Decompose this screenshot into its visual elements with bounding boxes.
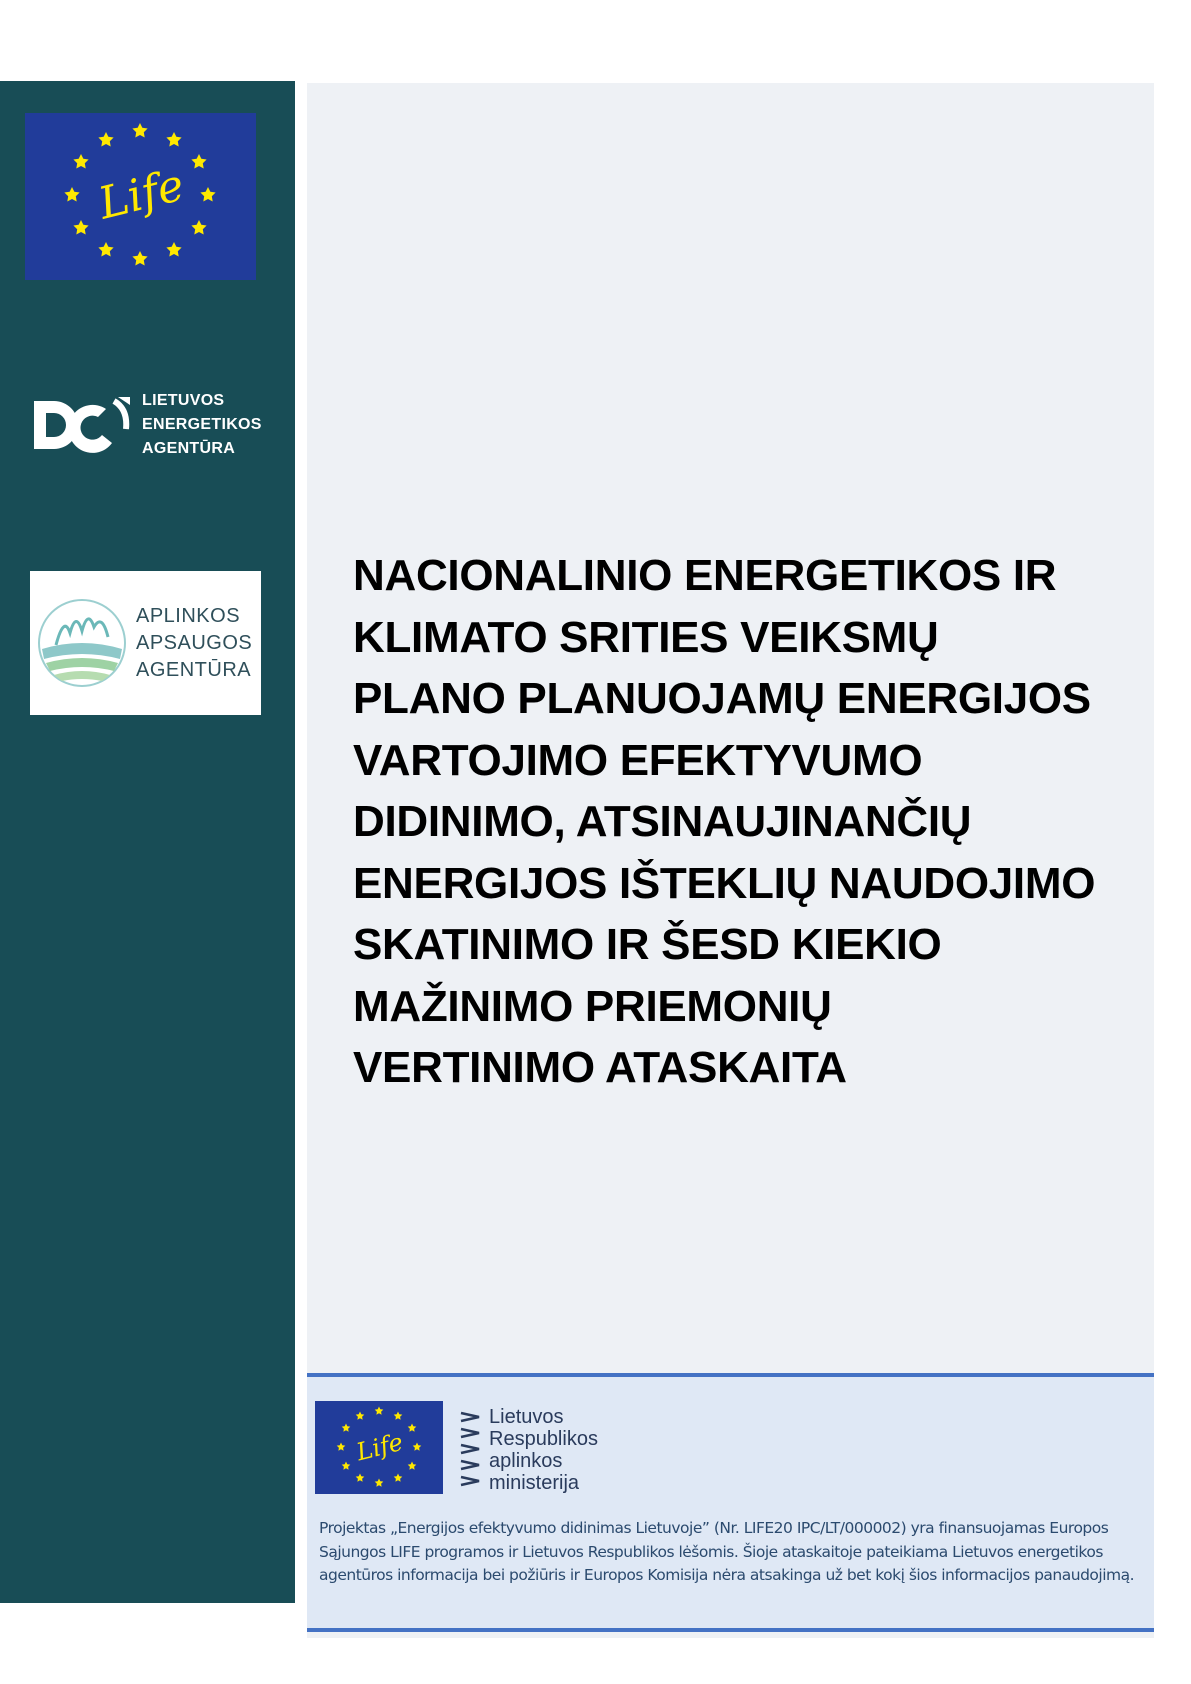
eu-stars-icon: [315, 1401, 443, 1494]
ministry-logo-line: Respublikos: [489, 1428, 598, 1450]
lea-logo-text: [142, 389, 262, 461]
lea-logo-line: AGENTŪRA: [142, 440, 236, 457]
eu-life-logo-small: [315, 1401, 443, 1494]
report-title-line: KLIMATO SRITIES VEIKSMŲ: [353, 612, 939, 662]
aaa-logo: [30, 571, 261, 715]
aaa-logo-text: [136, 603, 252, 684]
ministry-logo-line: Lietuvos: [489, 1406, 564, 1428]
funding-footer: [307, 1373, 1154, 1632]
ministry-mark-icon: [459, 1409, 481, 1491]
report-title-line: VARTOJIMO EFEKTYVUMO: [353, 735, 923, 785]
report-title-line: SKATINIMO IR ŠESD KIEKIO: [353, 920, 942, 969]
report-title-line: DIDINIMO, ATSINAUJINANČIŲ: [353, 797, 972, 846]
ministry-logo-line: aplinkos: [489, 1450, 563, 1472]
report-title-line: MAŽINIMO PRIEMONIŲ: [353, 981, 832, 1031]
aaa-logo-line: AGENTŪRA: [136, 658, 252, 681]
aaa-mark-icon: [36, 597, 128, 689]
eu-life-logo: [25, 113, 256, 280]
ministry-logo: [459, 1405, 598, 1495]
report-title-line: VERTINIMO ATASKAITA: [353, 1043, 847, 1092]
lea-mark-icon: [30, 393, 134, 457]
report-title-line: ENERGIJOS IŠTEKLIŲ NAUDOJIMO: [353, 858, 1096, 908]
ministry-logo-line: ministerija: [489, 1472, 580, 1494]
report-title: [353, 545, 1133, 1099]
life-wordmark: Life: [93, 159, 190, 230]
ministry-logo-text: [489, 1406, 598, 1494]
aaa-logo-line: APLINKOS: [136, 604, 241, 627]
lea-logo: [30, 388, 270, 462]
lea-logo-line: LIETUVOS: [142, 392, 225, 409]
report-title-line: PLANO PLANUOJAMŲ ENERGIJOS: [353, 674, 1091, 723]
aaa-logo-line: APSAUGOS: [136, 631, 253, 654]
life-wordmark: Life: [353, 1427, 406, 1467]
eu-stars-icon: [25, 113, 256, 280]
sidebar: [0, 81, 295, 1603]
funding-disclaimer: Projektas „Energijos efektyvumo didinimas Lietuvoje” (Nr. LIFE20 IPC/LT/000002) yra finansuojamas Europos Sąjungos LIFE programos ir Lietuvos Respublikos lėšomis. Šioje ataskaitoje pateikiama Lietuvos energetikos agentūros informacija bei požiūris ir Europos Komisija nėra atsakinga už bet kokį šios informacijos panaudojimą.: [319, 1519, 1135, 1584]
report-title-line: NACIONALINIO ENERGETIKOS IR: [353, 551, 1057, 600]
lea-logo-line: ENERGETIKOS: [142, 416, 262, 433]
